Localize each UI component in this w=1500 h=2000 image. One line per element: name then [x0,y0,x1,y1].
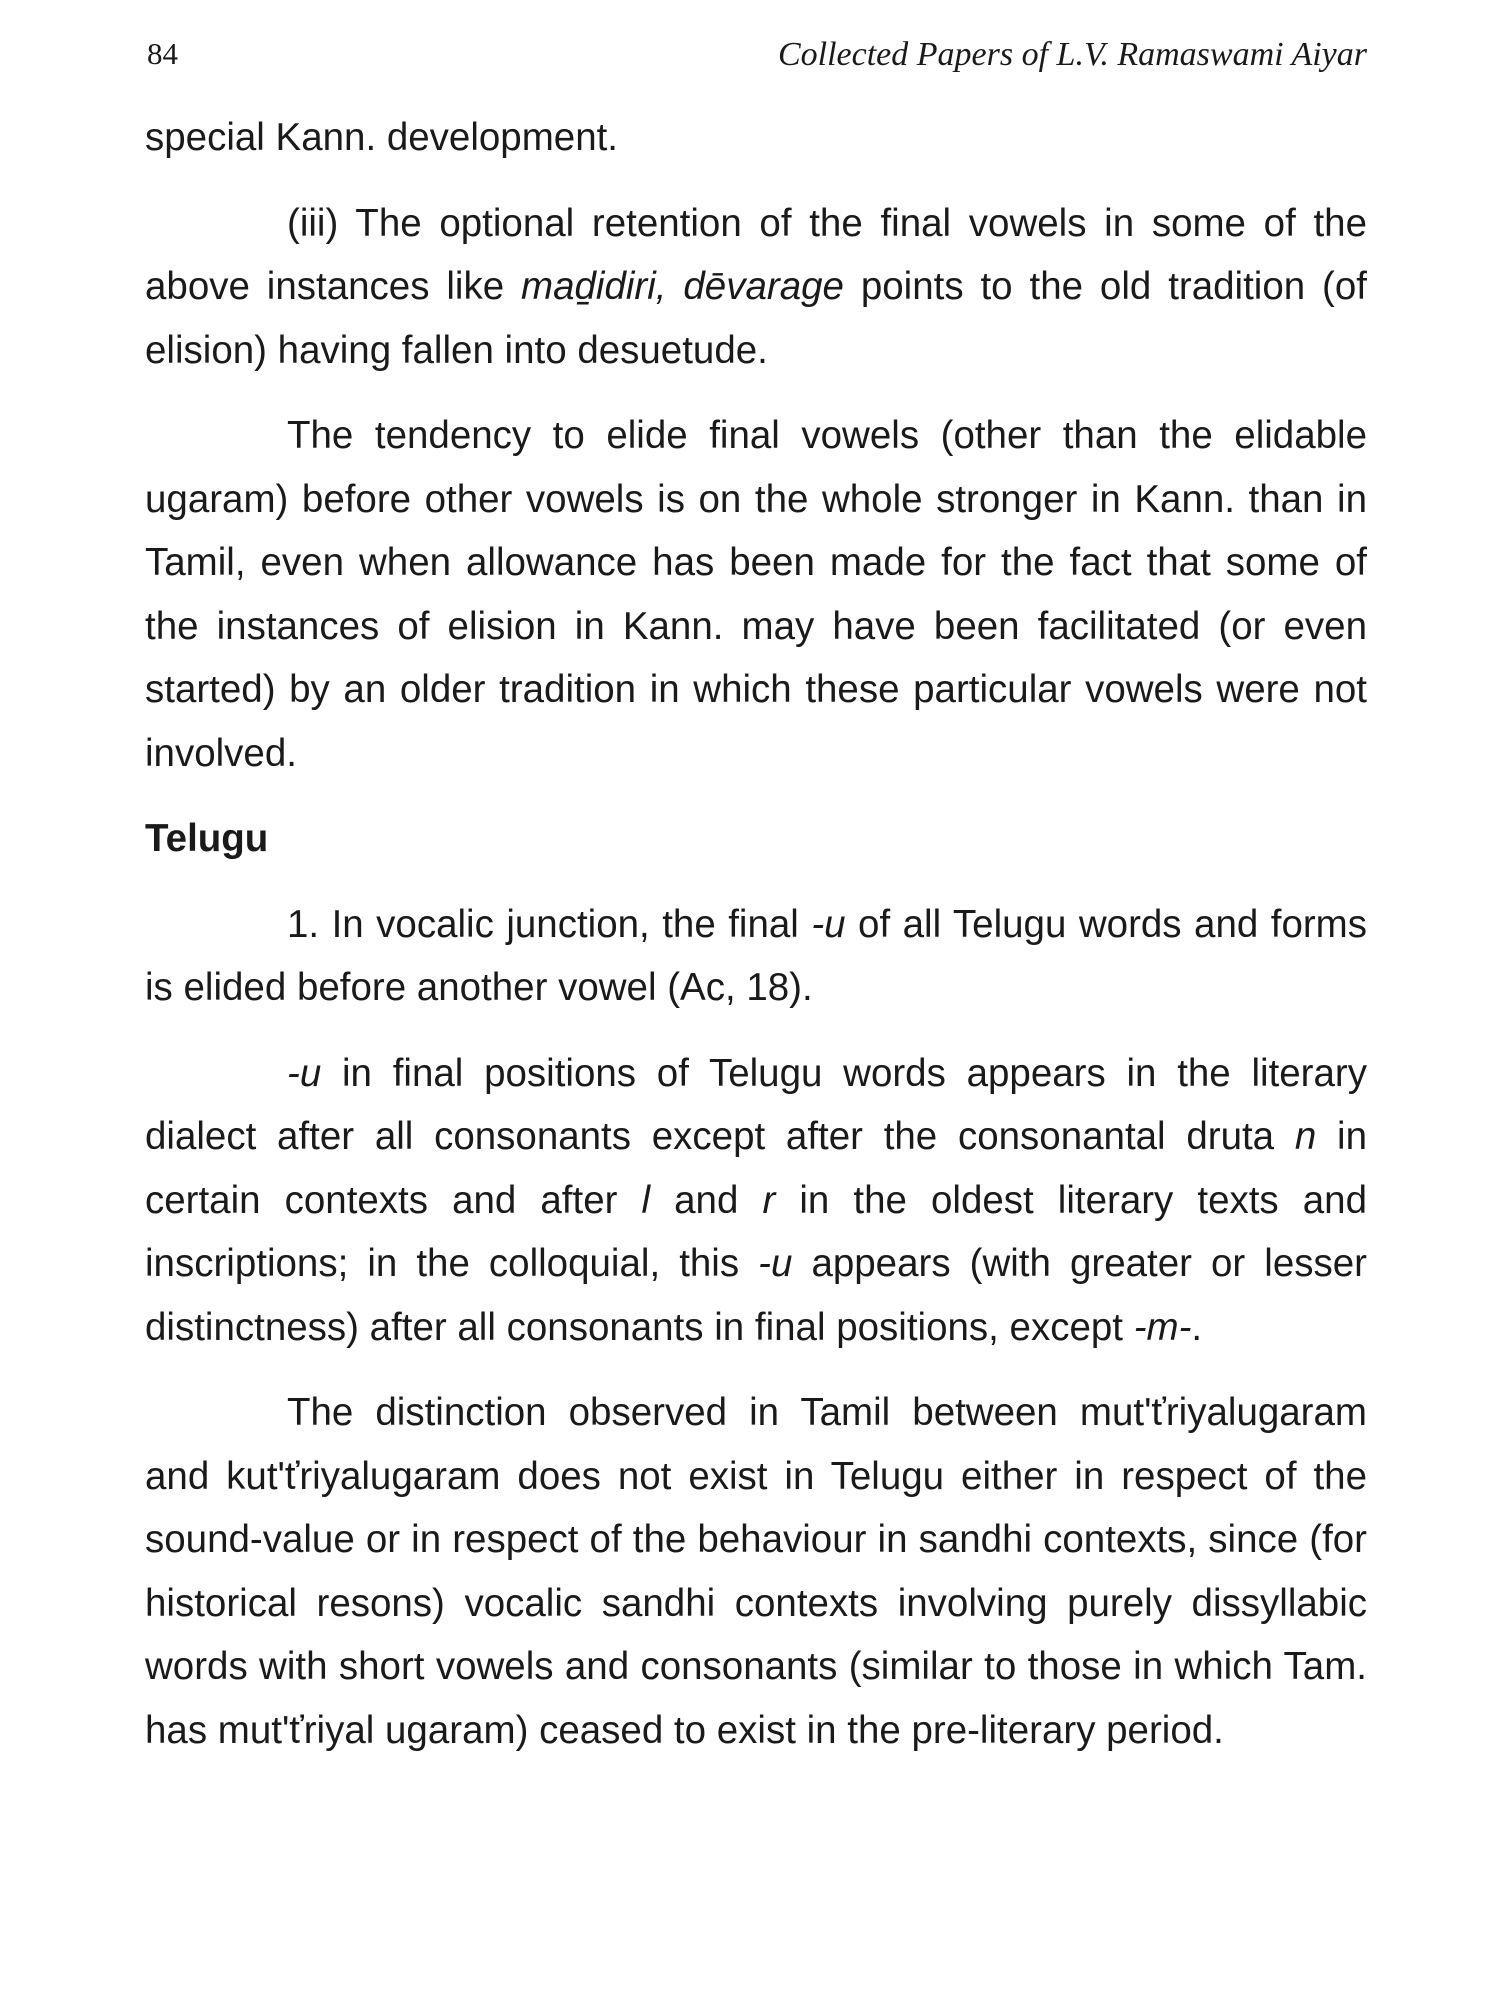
running-head [145,30,1367,86]
paragraph-text: The tendency to elide final vowels (other than the elidable ugaram) before other vowels is on the whole stronger in Kann. than in Tamil, even when allowance has been made for the fact that some of the instances of elision in Kann. may have been facilitated (or even started) by an older tradition in which these particular vowels were not involved. [145,414,1367,775]
book-page [145,30,1367,1762]
italic-term: n [1294,1115,1317,1158]
page-number: 84 [147,36,178,71]
italic-term: -u [811,902,846,946]
paragraph-text: in final positions of Telugu words appears in the literary dialect after all consonants except after the consonantal druta [145,1051,1367,1158]
paragraph-vocalic-junction [145,893,1367,1020]
paragraph-text: in certain contexts and after [145,1115,1367,1222]
section-heading-telugu: Telugu [145,817,269,860]
paragraph-text: (iii) The optional retention of the final vowels in some of the above instances like [145,201,1367,308]
paragraph-text: in the oldest literary texts and inscriptions; in the colloquial, this [145,1178,1367,1285]
italic-term: r [762,1178,776,1222]
italic-term: l [641,1178,651,1222]
italic-term: maḏidiri, dēvarage [521,265,844,308]
running-title: Collected Papers of L.V. Ramaswami Aiyar [777,36,1367,73]
paragraph-elision-tendency [145,404,1367,785]
paragraph-text: points to the old tradition (of elision) having fallen into desuetude. [145,265,1367,372]
paragraph-text: 1. In vocalic junction, the final [287,902,812,946]
paragraph-text: . [1191,1305,1203,1349]
paragraph-continuation [145,106,1367,170]
italic-term: -u [287,1051,322,1095]
italic-term: -u [758,1242,793,1285]
paragraph-text: special Kann. development. [145,116,618,159]
paragraph-final-vowel-retention [145,192,1367,383]
paragraph-ugaram-distinction [145,1381,1367,1762]
paragraph-text: of all Telugu words and forms is elided before another vowel (Ac, 18). [145,902,1368,1009]
paragraph-text: appears (with greater or lesser distinctness) after all consonants in final positions, except [145,1242,1367,1349]
paragraph-final-u-positions [145,1042,1367,1360]
paragraph-text: and [650,1178,763,1222]
paragraph-text: The distinction observed in Tamil between mut'ťriyalugaram and kut'ťriyalugaram does not exist in Telugu either in respect of the sound-value or in respect of the behaviour in sandhi contexts, since (for historical resons) vocalic sandhi contexts involving purely dissyllabic words with short vowels and consonants (similar to those in which Tam. has mut'ťriyal ugaram) ceased to exist in the pre-literary period. [145,1391,1367,1752]
italic-term: -m- [1133,1305,1192,1349]
